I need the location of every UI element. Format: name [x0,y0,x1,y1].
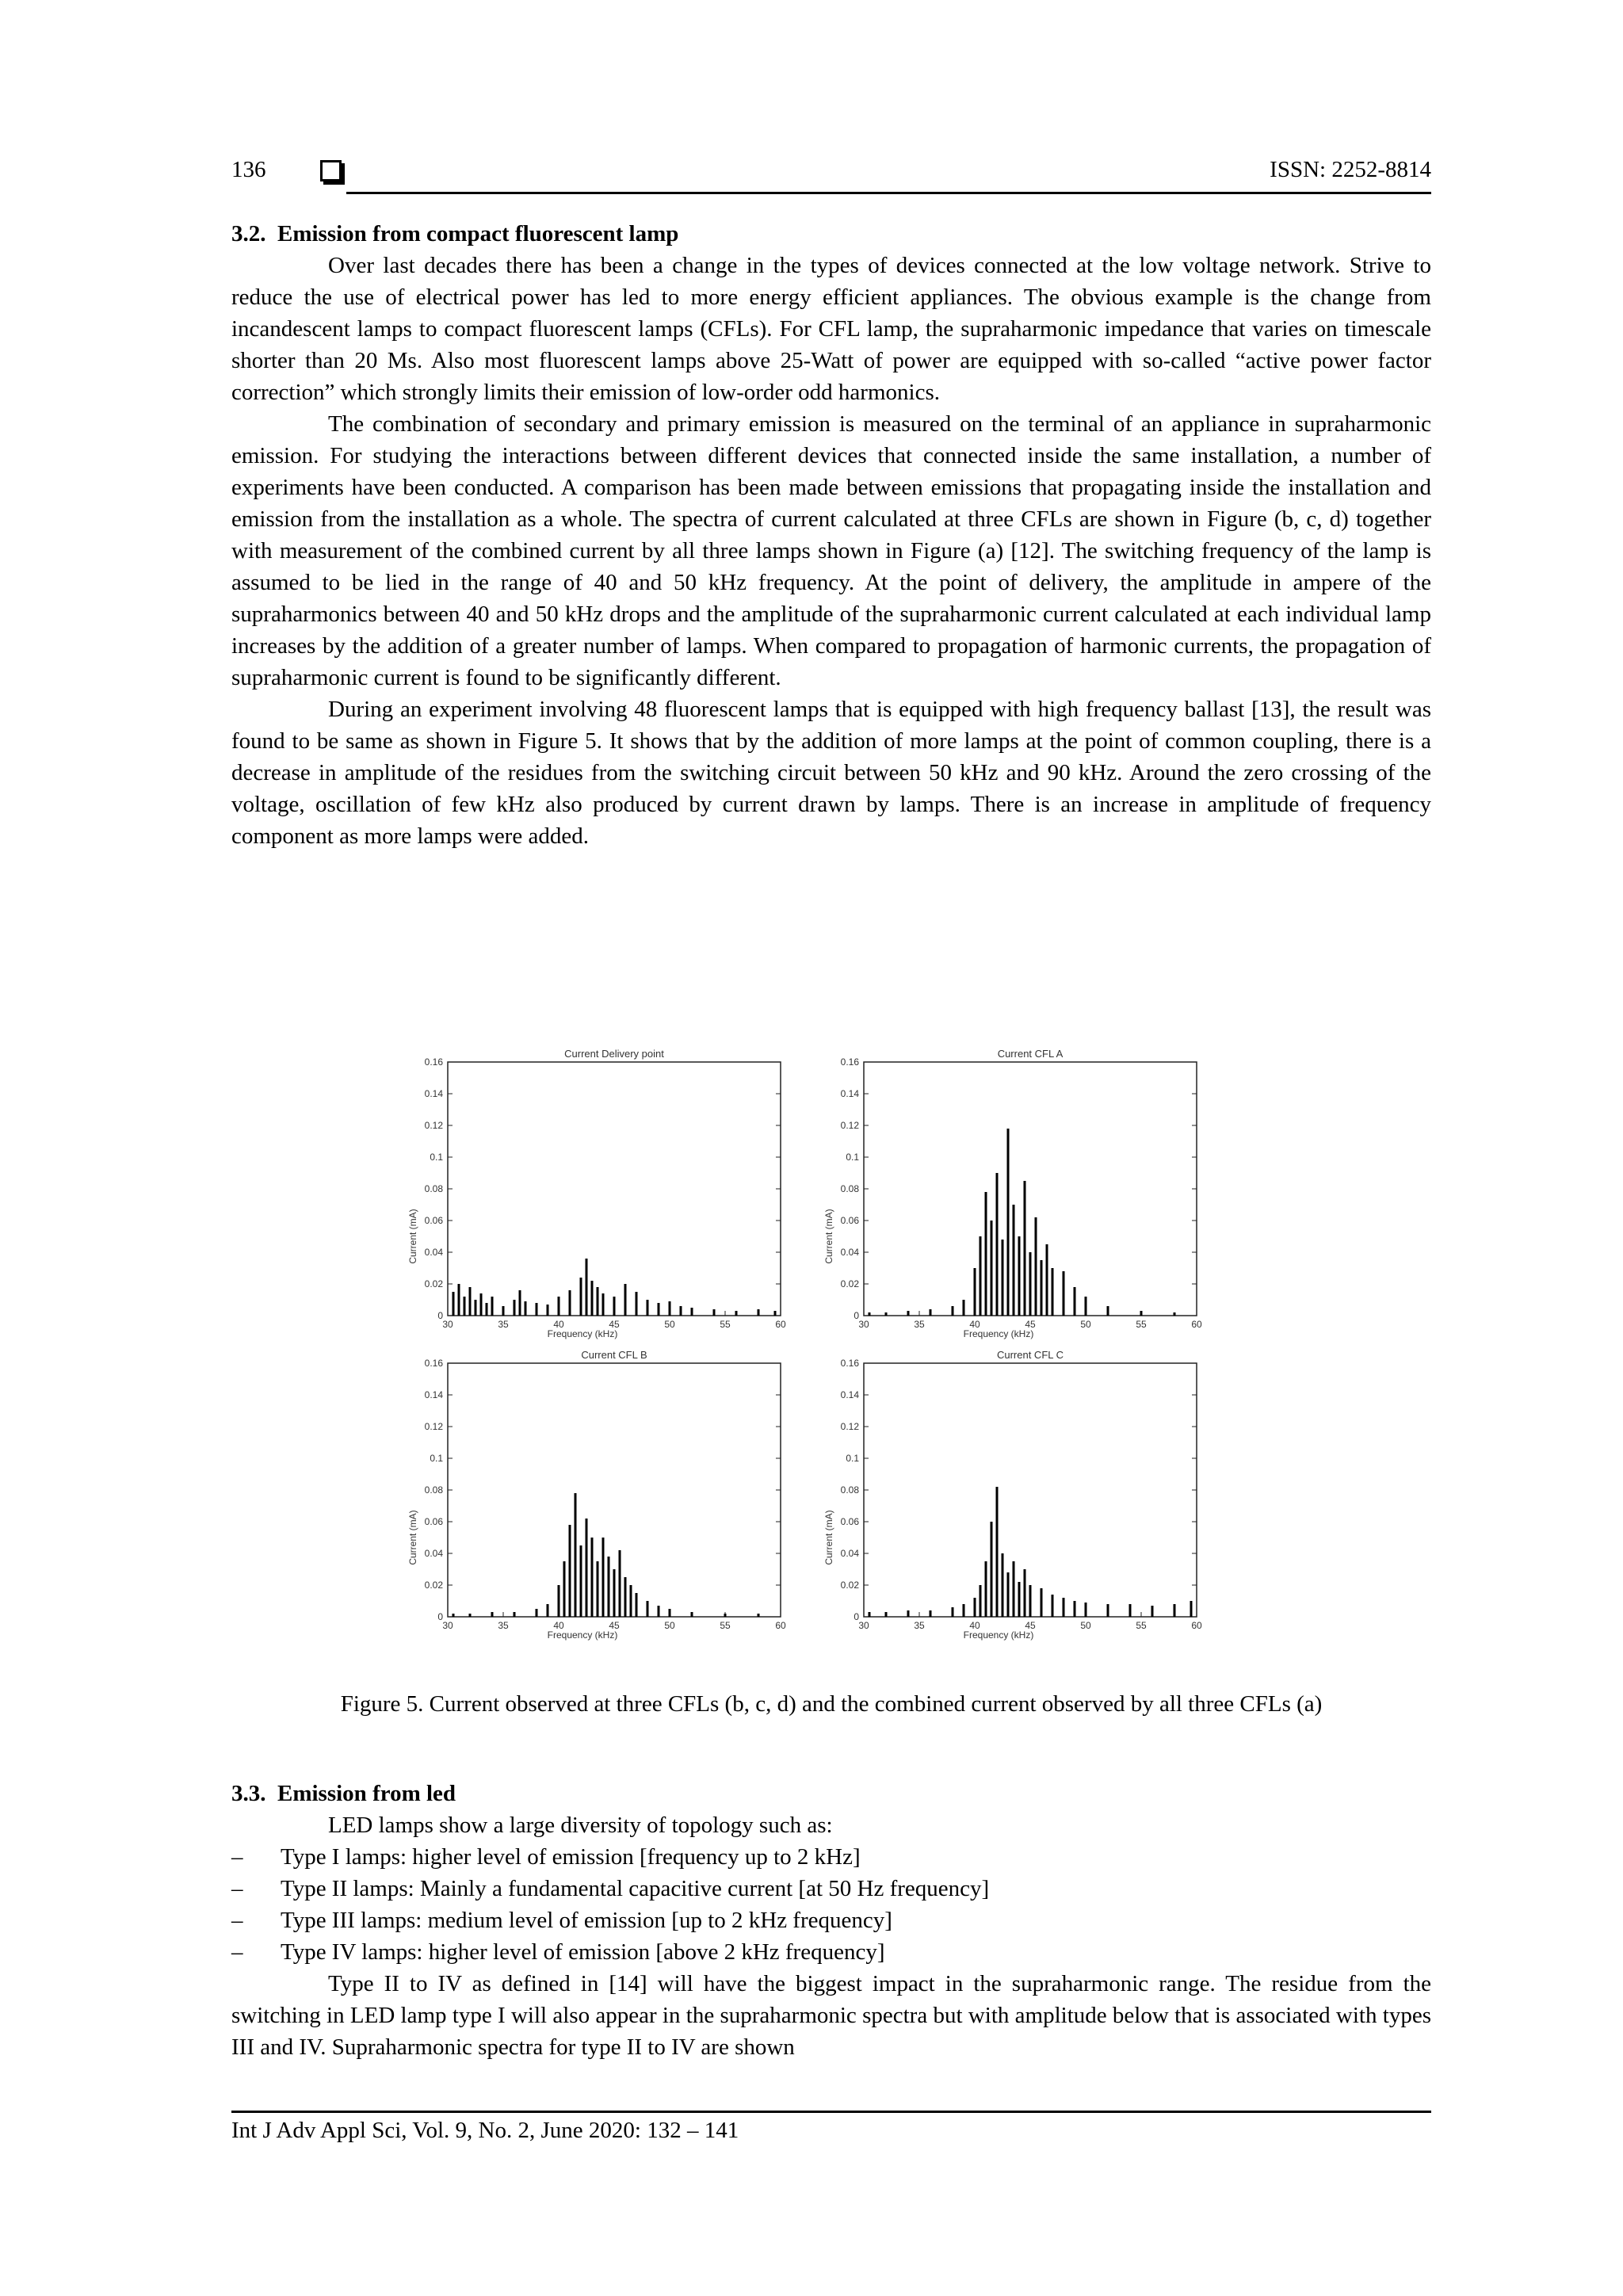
panel-3-ytick-label: 0.02 [424,1580,443,1591]
section-heading-3-3 [231,1778,1431,1809]
section-heading-3-2 [231,218,1431,250]
panel-3-ytick-label: 0.14 [424,1389,443,1400]
panel-3-ylabel: Current (mA) [407,1510,418,1565]
panel-1-ytick-label: 0.16 [424,1056,443,1068]
panel-2-xlabel: Frequency (kHz) [963,1328,1034,1339]
panel-2-xtick-label: 40 [969,1319,980,1330]
panel-4-xtick-label: 50 [1080,1620,1091,1631]
panel-1-xtick-label: 40 [553,1319,564,1330]
panel-2-xtick-label: 45 [1025,1319,1036,1330]
panel-1-ytick-label: 0.1 [430,1152,443,1163]
panel-2-ytick-label: 0.04 [840,1247,859,1258]
panel-2-ytick-label: 0 [854,1310,859,1321]
list-item: – Type IV lamps: higher level of emission [above 2 kHz frequency] [231,1936,1431,1968]
panel-4-ytick-label: 0.1 [846,1453,859,1464]
section-number: 3.2. [231,221,266,246]
panel-2-ytick-label: 0.08 [840,1183,859,1194]
panel-3-ytick-label: 0.16 [424,1358,443,1369]
panel-3-xtick-label: 30 [442,1620,453,1631]
panel-3-title: Current CFL B [581,1349,647,1361]
panel-1-xtick-label: 50 [664,1319,675,1330]
issn-label: ISSN: 2252-8814 [1270,157,1431,182]
panel-2-xtick-label: 30 [858,1319,869,1330]
section-number: 3.3. [231,1781,266,1806]
section-title: Emission from compact fluorescent lamp [277,221,679,246]
panel-1-xtick-label: 45 [609,1319,620,1330]
panel-4-ytick-label: 0.12 [840,1421,859,1432]
panel-4-xtick-label: 55 [1136,1620,1147,1631]
panel-1-title: Current Delivery point [564,1048,664,1060]
panel-2-xtick-label: 35 [914,1319,925,1330]
figure-caption: Figure 5. Current observed at three CFLs (b, c, d) and the combined current observed by all three CFLs (a) [340,1691,1323,1717]
panel-2-ytick-label: 0.12 [840,1120,859,1131]
panel-1-ytick-label: 0.08 [424,1183,443,1194]
panel-3-xtick-label: 60 [775,1620,786,1631]
panel-4-ytick-label: 0.14 [840,1389,859,1400]
figure-5-chart [404,1038,1276,1672]
panel-1-ytick-label: 0.02 [424,1278,443,1289]
led-paragraph: Type II to IV as defined in [14] will have the biggest impact in the supraharmonic range. The residue from the switching in LED lamp type I will also appear in the supraharmonic spectra but with amplitude below that is associated with types III and IV. Supraharmonic spectra for type II to IV are shown [231,1971,1431,2060]
panel-4-xtick-label: 60 [1191,1620,1202,1631]
panel-2-ytick-label: 0.06 [840,1215,859,1226]
panel-4-title: Current CFL C [996,1349,1064,1361]
panel-2-ylabel: Current (mA) [823,1209,834,1264]
panel-2-xtick-label: 50 [1080,1319,1091,1330]
checkbox-bullet-icon [320,160,342,181]
panel-3-xtick-label: 35 [498,1620,509,1631]
section-3-2 [231,218,1431,852]
list-item: – Type II lamps: Mainly a fundamental capacitive current [at 50 Hz frequency] [231,1873,1431,1904]
panel-3-xtick-label: 55 [720,1620,731,1631]
panel-2-xtick-label: 60 [1191,1319,1202,1330]
panel-4-ytick-label: 0.04 [840,1548,859,1559]
panel-1-ytick-label: 0.06 [424,1215,443,1226]
header-rule [346,192,1431,194]
panel-4-ytick-label: 0.06 [840,1516,859,1527]
panel-3-xtick-label: 45 [609,1620,620,1631]
panel-1-ylabel: Current (mA) [407,1209,418,1264]
panel-3-xtick-label: 40 [553,1620,564,1631]
panel-3-ytick-label: 0.1 [430,1453,443,1464]
panel-4-xtick-label: 30 [858,1620,869,1631]
section-3-3 [231,1778,1431,2063]
panel-1-ytick-label: 0 [437,1310,443,1321]
panel-1-xtick-label: 30 [442,1319,453,1330]
panel-1-ytick-label: 0.04 [424,1247,443,1258]
panel-4-frame [864,1363,1197,1617]
panel-1-xtick-label: 55 [720,1319,731,1330]
section-title: Emission from led [277,1781,456,1806]
panel-1-xtick-label: 60 [775,1319,786,1330]
panel-4-ytick-label: 0 [854,1611,859,1622]
panel-3-ytick-label: 0 [437,1611,443,1622]
panel-2-title: Current CFL A [997,1048,1064,1060]
panel-4-xtick-label: 45 [1025,1620,1036,1631]
panel-4-xtick-label: 40 [969,1620,980,1631]
page-header [231,157,1431,189]
panel-2-ytick-label: 0.16 [840,1056,859,1068]
panel-4-ylabel: Current (mA) [823,1510,834,1565]
panel-4-ytick-label: 0.02 [840,1580,859,1591]
panel-1-ytick-label: 0.12 [424,1120,443,1131]
panel-2-xtick-label: 55 [1136,1319,1147,1330]
paragraph-2: The combination of secondary and primary emission is measured on the terminal of an appliance in supraharmonic emission. For studying the interactions between different devices that connected inside the same installation, a number of experiments have been conducted. A comparison has been made between emissions that propagating inside the installation and emission from the installation as a whole. The spectra of current calculated at three CFLs are shown in Figure (b, c, d) together with measurement of the combined current by all three lamps shown in Figure (a) [12]. The switching frequency of the lamp is assumed to be lied in the range of 40 and 50 kHz frequency. At the point of delivery, the amplitude in ampere of the supraharmonics between 40 and 50 kHz drops and the amplitude of the supraharmonic current calculated at each individual lamp increases by the addition of a greater number of lamps. When compared to propagation of harmonic currents, the propagation of supraharmonic current is found to be significantly different. [231,411,1431,690]
panel-3-ytick-label: 0.08 [424,1484,443,1496]
panel-3-xlabel: Frequency (kHz) [547,1629,618,1641]
panel-1-xlabel: Frequency (kHz) [547,1328,618,1339]
panel-3-ytick-label: 0.04 [424,1548,443,1559]
paragraph-1: Over last decades there has been a change in the types of devices connected at the low voltage network. Strive to reduce the use of electrical power has led to more energy efficient appliances. The obvious example is the change from incandescent lamps to compact fluorescent lamps (CFLs). For CFL lamp, the supraharmonic impedance that varies on timescale shorter than 20 Ms. Also most fluorescent lamps above 25-Watt of power are equipped with so-called “active power factor correction” which strongly limits their emission of low-order odd harmonics. [231,253,1431,405]
list-item: – Type I lamps: higher level of emission [frequency up to 2 kHz] [231,1841,1431,1873]
panel-1-ytick-label: 0.14 [424,1088,443,1099]
panel-1-xtick-label: 35 [498,1319,509,1330]
panel-4-xlabel: Frequency (kHz) [963,1629,1034,1641]
figure-5 [404,1038,1276,1672]
page-number: 136 [231,157,266,182]
panel-2-ytick-label: 0.02 [840,1278,859,1289]
panel-4-ytick-label: 0.16 [840,1358,859,1369]
footer-rule [231,2111,1431,2113]
panel-3-ytick-label: 0.12 [424,1421,443,1432]
panel-3-ytick-label: 0.06 [424,1516,443,1527]
list-item: – Type III lamps: medium level of emission [up to 2 kHz frequency] [231,1904,1431,1936]
panel-4-ytick-label: 0.08 [840,1484,859,1496]
panel-2-ytick-label: 0.14 [840,1088,859,1099]
panel-3-xtick-label: 50 [664,1620,675,1631]
panel-1-frame [448,1062,781,1316]
led-intro: LED lamps show a large diversity of topology such as: [328,1813,833,1838]
paragraph-3: During an experiment involving 48 fluorescent lamps that is equipped with high frequency ballast [13], the result was found to be same as shown in Figure 5. It shows that by the addition of more lamps at the point of common coupling, there is a decrease in amplitude of the residues from the switching circuit between 50 kHz and 90 kHz. Around the zero crossing of the voltage, oscillation of few kHz also produced by current drawn by lamps. There is an increase in amplitude of frequency component as more lamps were added. [231,697,1431,849]
lamp-type-list [231,1841,1431,1968]
panel-4-xtick-label: 35 [914,1620,925,1631]
footer-citation: Int J Adv Appl Sci, Vol. 9, No. 2, June 2020: 132 – 141 [231,2118,739,2143]
panel-2-ytick-label: 0.1 [846,1152,859,1163]
